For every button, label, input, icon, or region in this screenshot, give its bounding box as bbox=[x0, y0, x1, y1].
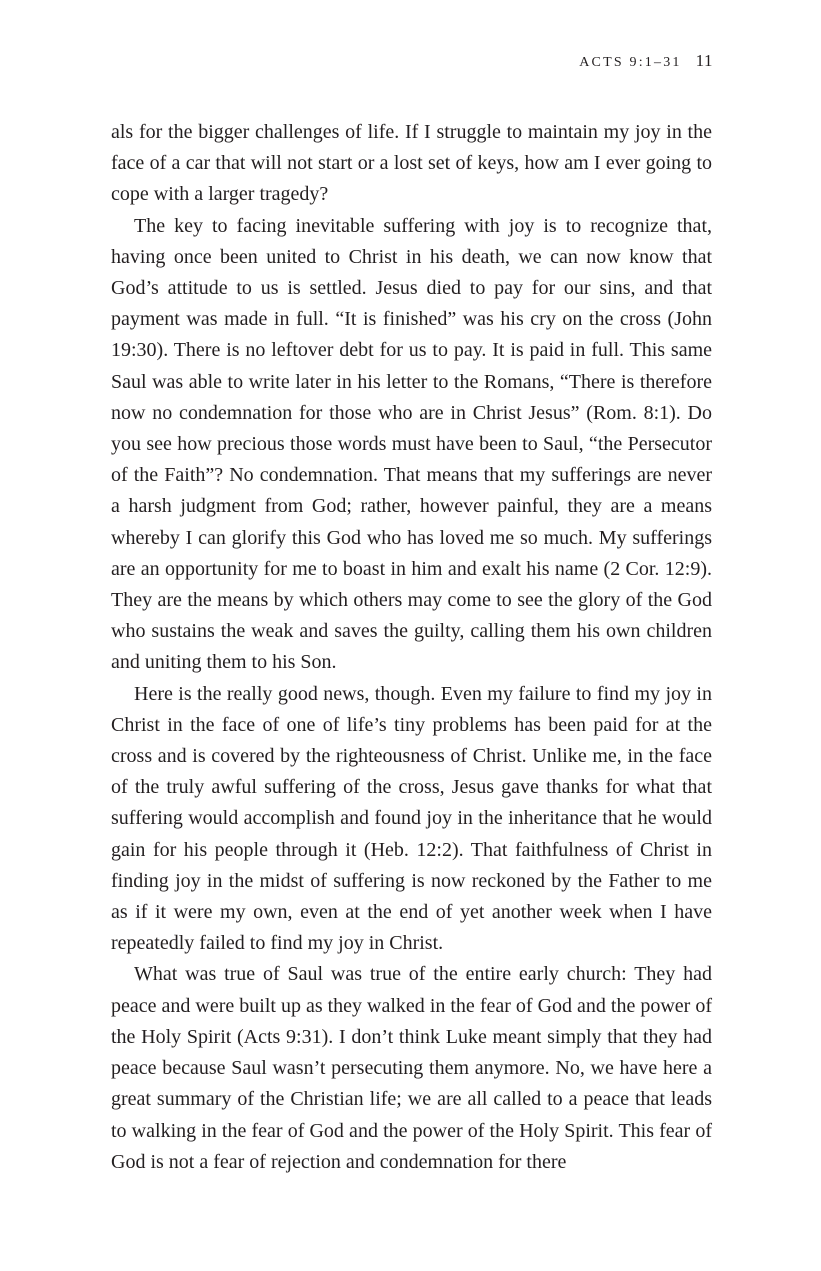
running-head bbox=[579, 50, 713, 74]
body-text bbox=[111, 117, 712, 1178]
paragraph: The key to facing inevitable suffering with joy is to recognize that, having once been united to Christ in his death, we can now know that God’s attitude to us is settled. Jesus died to pay for our sins, and that payment was made in full. “It is finished” was his cry on the cross (John 19:30). There is no leftover debt for us to pay. It is paid in full. This same Saul was able to write later in his letter to the Romans, “There is therefore now no condemnation for those who are in Christ Jesus” (Rom. 8:1). Do you see how precious those words must have been to Saul, “the Persecutor of the Faith”? No condemnation. That means that my sufferings are never a harsh judgment from God; rather, however painful, they are a means whereby I can glorify this God who has loved me so much. My sufferings are an opportunity for me to boast in him and exalt his name (2 Cor. 12:9). They are the means by which others may come to see the glory of the God who sustains the weak and saves the guilty, calling them his own children and uniting them to his Son. bbox=[111, 214, 712, 674]
paragraph: What was true of Saul was true of the entire early church: They had peace and were built up as they walked in the fear of God and the power of the Holy Spirit (Acts 9:31). I don’t think Luke meant simply that they had peace because Saul wasn’t persecuting them anymore. No, we have here a great summary of the Christian life; we are all called to a peace that leads to walking in the fear of God and the power of the Holy Spirit. This fear of God is not a fear of rejection and condemnation for there bbox=[111, 963, 712, 1173]
paragraph-continued: als for the bigger challenges of life. If I struggle to maintain my joy in the face of a car that will not start or a lost set of keys, how am I ever going to cope with a larger tragedy? bbox=[111, 121, 712, 206]
page-number: 11 bbox=[695, 51, 713, 70]
running-head-reference: ACTS 9:1–31 bbox=[579, 55, 682, 70]
paragraph: Here is the really good news, though. Even my failure to find my joy in Christ in the face of one of life’s tiny problems has been paid for at the cross and is covered by the righteousness of Christ. Unlike me, in the face of the truly awful suffering of the cross, Jesus gave thanks for what that suffering would accomplish and found joy in the inheritance that he would gain for his people through it (Heb. 12:2). That faithfulness of Christ in finding joy in the midst of suffering is now reckoned by the Father to me as if it were my own, even at the end of yet another week when I have repeatedly failed to find my joy in Christ. bbox=[111, 682, 712, 955]
